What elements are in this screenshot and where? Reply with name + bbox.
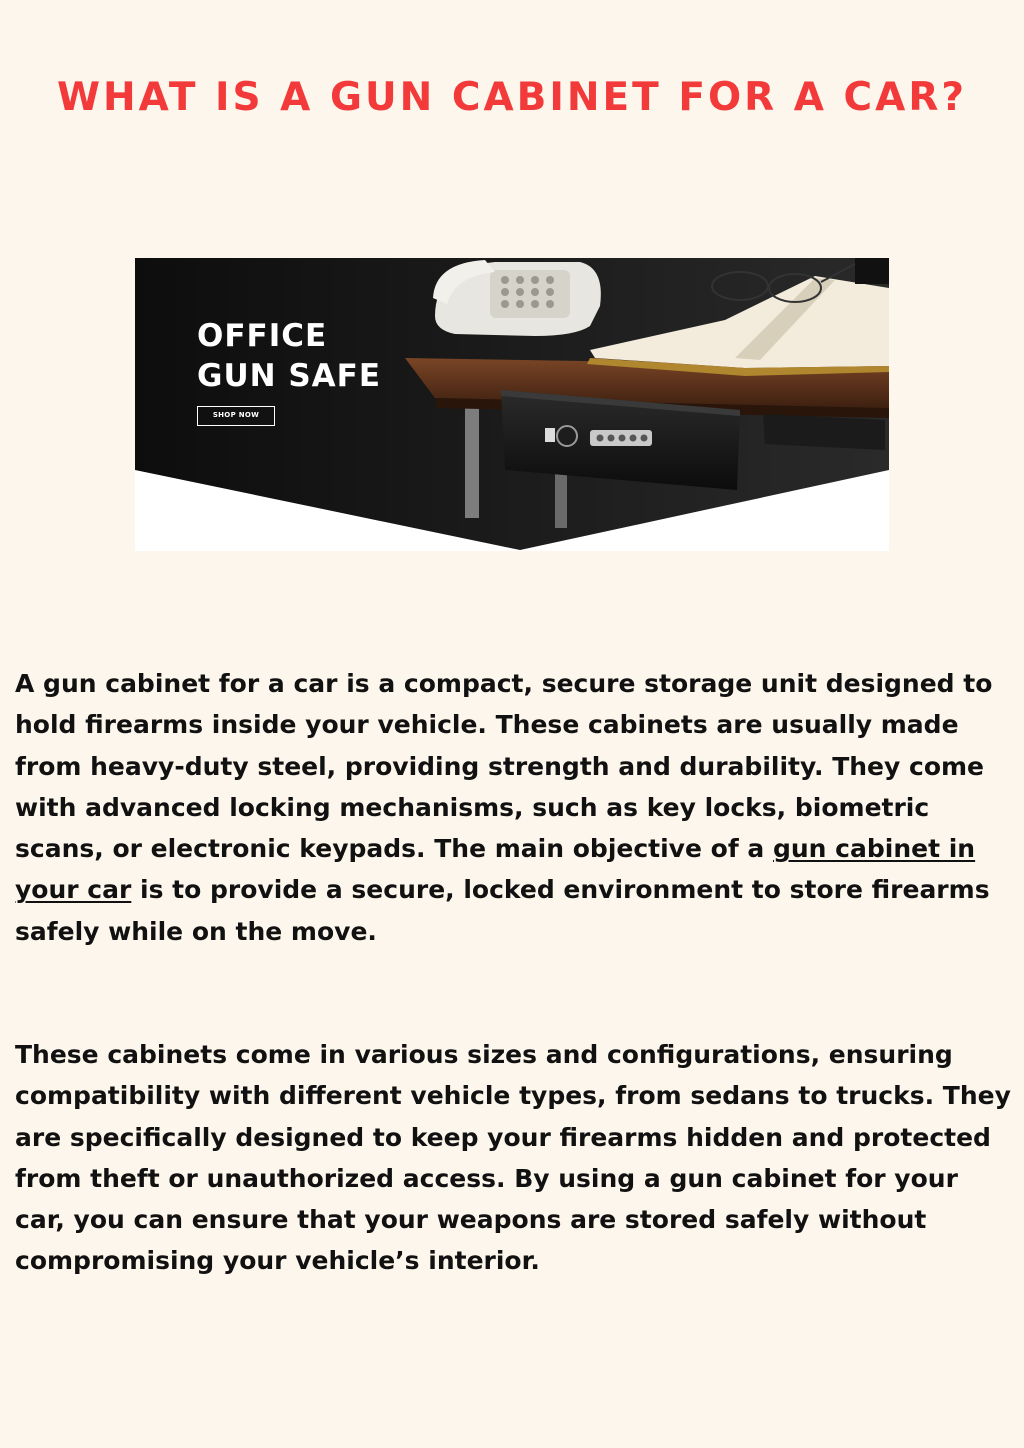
paragraph-details: These cabinets come in various sizes and configurations, ensuring compatibility with different vehicle types, from sedans to trucks. They are specifically designed to keep your firearms hidden and protected from theft or unauthorized access. By using a gun cabinet for your car, you can ensure that your weapons are stored safely without compromising your vehicle’s interior. <box>15 1040 1011 1276</box>
hero-headline-line2: GUN SAFE <box>197 358 382 394</box>
hero-headline-line1: OFFICE <box>197 318 328 354</box>
paragraph-intro-text-end: is to provide a secure, locked environment to store firearms safely while on the move. <box>15 875 990 946</box>
gun-cabinet-link[interactable]: gun cabinet in your car <box>15 834 976 905</box>
page-title: WHAT IS A GUN CABINET FOR A CAR? <box>57 75 967 120</box>
hero-headline <box>197 316 381 396</box>
hero-banner-image[interactable] <box>135 258 889 551</box>
paragraph-intro-text: A gun cabinet for a car is a compact, secure storage unit designed to hold firearms inside your vehicle. These cabinets are usually made from heavy-duty steel, providing strength and durability. They come with advanced locking mechanisms, such as key locks, biometric scans, or electronic keypads. The main objective of a <box>15 669 993 864</box>
paragraph-intro <box>15 663 1011 952</box>
shop-now-button[interactable]: SHOP NOW <box>197 406 275 426</box>
office-gun-safe-photo <box>135 258 889 551</box>
